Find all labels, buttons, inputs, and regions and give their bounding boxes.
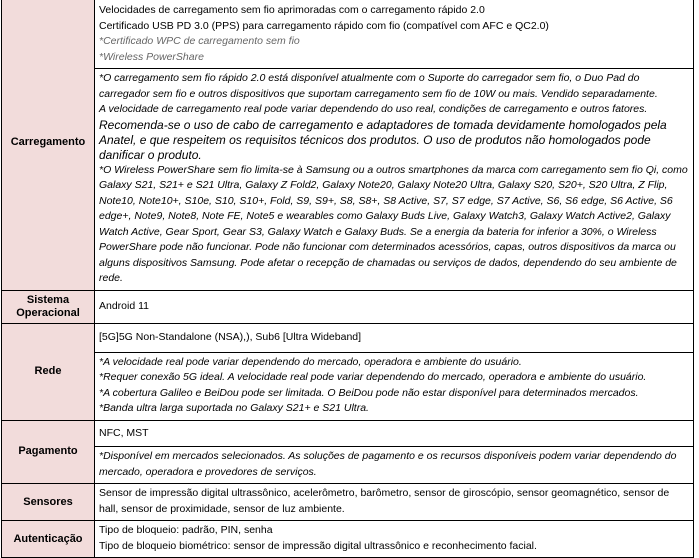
row-sistema-operacional xyxy=(2,290,694,324)
note-line: *A cobertura Galileo e BeiDou pode ser limitada. O BeiDou pode não estar disponível para determinados mercados. xyxy=(99,386,639,399)
row-content xyxy=(95,290,694,324)
text-line: Android 11 xyxy=(99,299,150,312)
text-line: [5G]5G Non-Standalone (NSA),), Sub6 [Ultra Wideband] xyxy=(99,331,362,343)
row-label: Sensores xyxy=(2,484,95,521)
text-line: Tipo de bloqueio: padrão, PIN, senha xyxy=(99,524,273,536)
row-label: Carregamento xyxy=(2,0,95,290)
row-sensores xyxy=(2,484,694,521)
row-content xyxy=(95,521,694,558)
text-line: Tipo de bloqueio biométrico: sensor de impressão digital ultrassônico e reconhecimento facial. xyxy=(99,539,537,552)
note-line: *Banda ultra larga suportada no Galaxy S21+ e S21 Ultra. xyxy=(99,402,369,414)
text-line: Velocidades de carregamento sem fio aprimoradas com o carregamento rápido 2.0 xyxy=(99,4,485,16)
spec-table xyxy=(1,0,694,558)
row-pagamento xyxy=(2,420,694,484)
row-content xyxy=(95,324,694,421)
row-autenticacao xyxy=(2,521,694,558)
row-content xyxy=(95,484,694,521)
notes-block xyxy=(95,352,693,420)
text-line: NFC, MST xyxy=(99,426,149,439)
text-line: *Certificado WPC de carregamento sem fio xyxy=(99,35,300,47)
features-block xyxy=(95,324,693,352)
note-line: *A velocidade real pode variar dependendo do mercado, operadora e ambiente do usuário. xyxy=(99,355,522,368)
row-label: Pagamento xyxy=(2,420,95,484)
features-block xyxy=(95,521,693,557)
notes-block xyxy=(95,446,693,483)
row-content xyxy=(95,0,694,290)
row-rede xyxy=(2,324,694,421)
note-line: *Requer conexão 5G ideal. A velocidade real pode variar dependendo do mercado, operadora e ambiente do usuário. xyxy=(99,371,647,383)
text-line: Certificado USB PD 3.0 (PPS) para carregamento rápido com fio (compatível com AFC e QC2.0) xyxy=(99,19,549,32)
row-label: Rede xyxy=(2,324,95,421)
note-line: A velocidade de carregamento real pode variar dependendo do uso real, condições de carregamento e outros fatores. xyxy=(99,103,648,115)
text-line: *Wireless PowerShare xyxy=(99,50,204,63)
row-carregamento xyxy=(2,0,694,290)
features-block xyxy=(95,484,693,520)
row-label: Autenticação xyxy=(2,521,95,558)
text-line: Sensor de impressão digital ultrassônico, acelerômetro, barômetro, sensor de giroscópio, sensor geomagnético, sensor de hall, sensor de proximidade, sensor de luz ambiente. xyxy=(99,487,670,515)
features-block xyxy=(95,421,693,447)
notes-block xyxy=(95,68,693,290)
features-block xyxy=(95,0,693,68)
note-line: Recomenda-se o uso de cabo de carregamento e adaptadores de tomada devidamente homologados pela Anatel, e que respeitem os requisitos técnicos dos produtos. O uso de produtos não homologados pode danificar o produto. xyxy=(99,117,667,162)
note-line: *O Wireless PowerShare sem fio limita-se à Samsung ou a outros smartphones da marca com carregamento sem fio Qi, como Galaxy S21, S21+ e S21 Ultra, Galaxy Z Fold2, Galaxy Note20, Galaxy Note20 Ultra, Galaxy S20, S20+, S20 Ultra, Z Flip, Note10, Note10+, S10e, S10, S10+, Fold, S9, S9+, S8, S8+, S8 Active, S7, S7 edge, S7 Active, S6, S6 edge, S6 Active, S6 edge+, Note9, Note8, Note FE, Note5 e wearables como Galaxy Buds Live, Galaxy Watch3, Galaxy Watch Active2, Galaxy Watch Active, Gear Sport, Gear S3, Galaxy Watch e Galaxy Buds. Se a energia da bateria for inferior a 30%, o Wireless PowerShare pode não funcionar. Pode não funcionar com determinados acessórios, capas, outros dispositivos da marca ou alguns dispositivos Samsung. Pode afetar o recepção de chamadas ou serviços de dados, dependendo do seu ambiente de rede. xyxy=(99,163,688,284)
note-line: *O carregamento sem fio rápido 2.0 está disponível atualmente com o Suporte do carregador sem fio, o Duo Pad do carregador sem fio e outros dispositivos que suportam carregamento sem fio de 10W ou mais. Vendido separadamente. xyxy=(99,72,658,100)
row-label: Sistema Operacional xyxy=(2,290,95,324)
row-content xyxy=(95,420,694,484)
note-line: *Disponível em mercados selecionados. As soluções de pagamento e os recursos disponíveis podem variar dependendo do mercado, operadora e provedores de serviços. xyxy=(99,450,677,478)
features-block xyxy=(95,291,693,324)
